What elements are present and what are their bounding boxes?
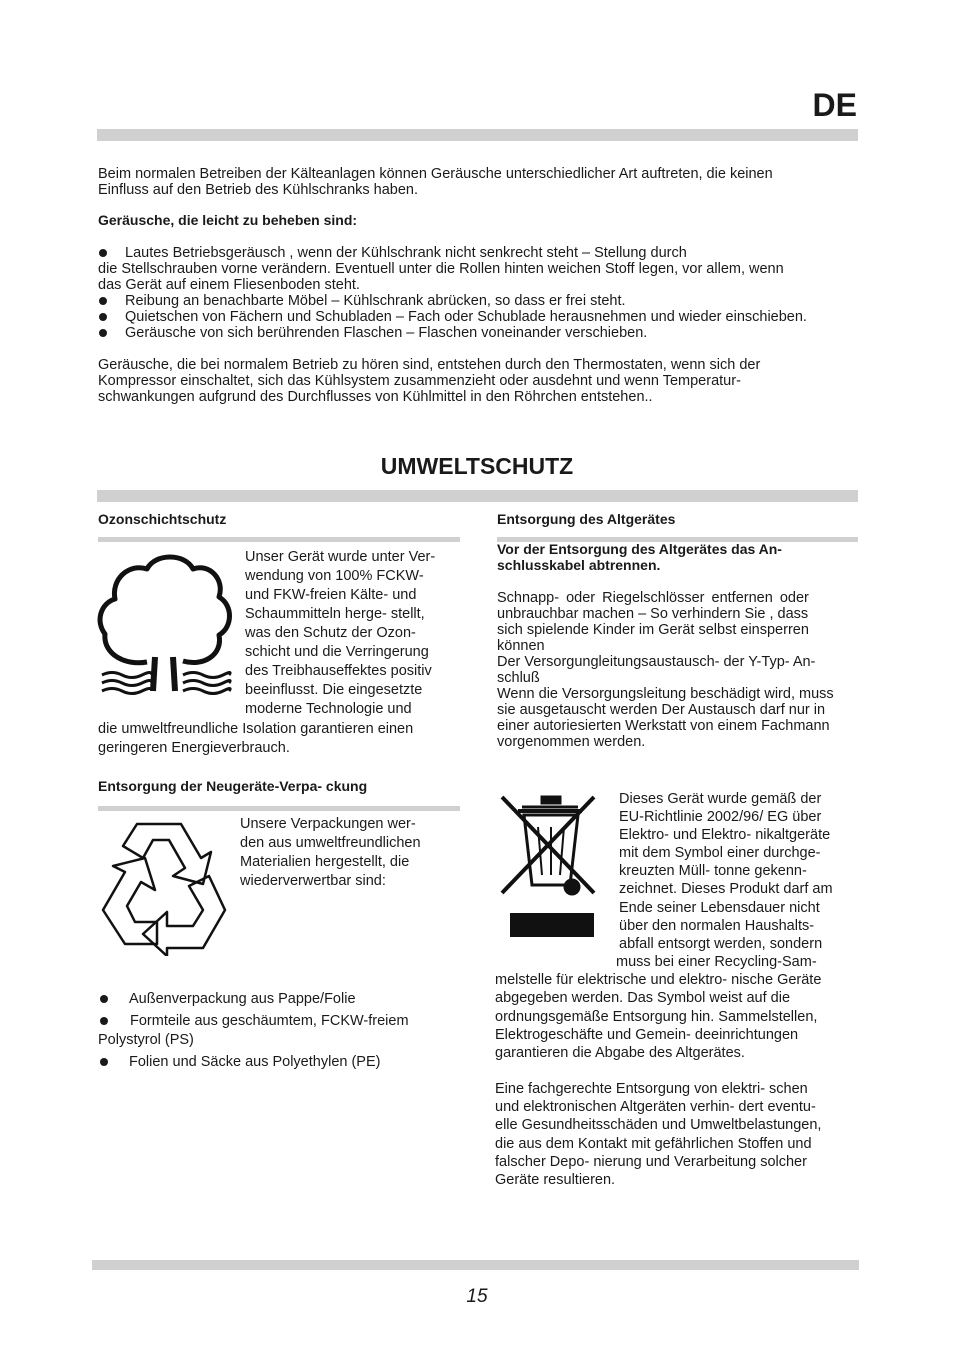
text-line: einer autoriesierten Werkstatt von einem Fachmann <box>497 718 830 734</box>
text-line: schicht und die Verringerung <box>245 644 429 660</box>
list-item <box>98 245 858 293</box>
text-line: des Treibhauseffektes positiv <box>245 663 432 679</box>
ozone-text <box>245 548 435 719</box>
text-line: muss bei einer Recycling-Sam- <box>616 953 817 970</box>
text-line: Geräusche, die bei normalem Betrieb zu hören sind, entstehen durch den Thermostaten, wenn sich der <box>98 357 761 373</box>
packaging-text <box>240 815 421 891</box>
text-line: schluß <box>497 670 540 686</box>
text-line: Vor der Entsorgung des Altgerätes das An- <box>497 541 782 557</box>
language-code: DE <box>812 87 857 123</box>
text-line: Der Versorgungleitungsaustausch- der Y-Typ- An- <box>497 654 816 670</box>
text-line: Unsere Verpackungen wer- <box>240 816 416 832</box>
text-line: die aus dem Kontakt mit gefährlichen Stoffen und <box>495 1135 812 1152</box>
text-line: die umweltfreundliche Isolation garantieren einen <box>98 721 414 737</box>
text-line: Formteile aus geschäumtem, FCKW-freiem <box>130 1013 409 1029</box>
text-line: falscher Depo- nierung und Verarbeitung solcher <box>495 1153 807 1170</box>
weee-bin-icon <box>498 793 600 939</box>
text-line: ordnungsgemäße Entsorgung hin. Sammelstellen, <box>495 1008 818 1025</box>
text-line: und FKW-freien Kälte- und <box>245 587 417 603</box>
text-line: Unser Gerät wurde unter Ver- <box>245 549 436 565</box>
list-item-text: Geräusche von sich berührenden Flaschen – Flaschen voneinander verschieben. <box>125 325 648 341</box>
list-item <box>98 293 858 309</box>
list-item <box>98 1012 460 1050</box>
text-line: die Stellschrauben vorne verändern. Eventuell unter die Rollen hinten weichen Stoff legen, vor allem, wenn <box>98 261 784 277</box>
text-line: mit dem Symbol einer durchge- <box>619 845 821 862</box>
text-line: zeichnet. Dieses Produkt darf am <box>619 881 833 898</box>
text-line: das Gerät auf einem Fliesenboden steht. <box>98 277 360 293</box>
packaging-list <box>98 990 460 1072</box>
header-rule <box>97 129 858 141</box>
text-line: und elektronischen Altgeräten verhin- dert eventu- <box>495 1099 816 1116</box>
text-line: vorgenommen werden. <box>497 734 646 750</box>
text-line: was den Schutz der Ozon- <box>245 625 416 641</box>
packaging-rule <box>98 806 460 811</box>
text-line: Kompressor einschaltet, sich das Kühlsystem zusammenzieht oder ausdehnt und wenn Temperatur- <box>98 373 741 389</box>
list-item-text: Quietschen von Fächern und Schubladen – Fach oder Schublade herausnehmen und wieder einschieben. <box>125 309 807 325</box>
list-item-text: Außenverpackung aus Pappe/Folie <box>129 991 356 1007</box>
text-line: Dieses Gerät wurde gemäß der <box>619 791 822 807</box>
section-rule <box>97 490 858 502</box>
text-line: geringeren Energieverbrauch. <box>98 740 290 756</box>
page-number: 15 <box>466 1286 488 1307</box>
ozone-rule <box>98 537 460 542</box>
text-line: schwankungen aufgrund des Durchflusses von Kühlmittel in den Röhrchen entstehen.. <box>98 389 653 405</box>
list-item <box>98 990 460 1009</box>
text-line: können <box>497 638 545 654</box>
text-line: Polystyrol (PS) <box>98 1032 194 1048</box>
text-line: Wenn die Versorgungsleitung beschädigt wird, muss <box>497 686 834 702</box>
text-line: elle Gesundheitsschäden und Umweltbelastungen, <box>495 1117 822 1134</box>
footer-rule <box>92 1260 859 1270</box>
text-line: den aus umweltfreundlichen <box>240 835 421 851</box>
intro-paragraph <box>98 166 858 198</box>
text-line: beeinflusst. Die eingesetzte <box>245 682 423 698</box>
section-title: UMWELTSCHUTZ <box>380 453 574 479</box>
noise-list <box>98 245 858 341</box>
list-item <box>98 309 858 325</box>
ozone-text-continued <box>98 720 413 758</box>
text-line: abgegeben werden. Das Symbol weist auf die <box>495 990 791 1007</box>
text-line: wiederverwertbar sind: <box>240 873 386 889</box>
text-line: Schnapp- oder Riegelschlösser entfernen oder <box>497 590 809 606</box>
text-line: Beim normalen Betreiben der Kälteanlagen können Geräusche unterschiedlicher Art auftreten, die keinen <box>98 166 773 182</box>
weee-text <box>616 790 833 971</box>
text-line: EU-Richtlinie 2002/96/ EG über <box>619 809 822 826</box>
text-line: abfall entsorgt werden, sondern <box>619 935 823 952</box>
text-line: wendung von 100% FCKW- <box>245 568 424 584</box>
text-line: schlusskabel abtrennen. <box>497 557 661 573</box>
text-line: Eine fachgerechte Entsorgung von elektri- schen <box>495 1081 808 1097</box>
text-line: moderne Technologie und <box>245 701 412 717</box>
packaging-heading: Entsorgung der Neugeräte-Verpa- ckung <box>98 778 368 794</box>
text-line: Lautes Betriebsgeräusch , wenn der Kühlschrank nicht senkrecht steht – Stellung durch <box>125 245 687 261</box>
noise-heading: Geräusche, die leicht zu beheben sind: <box>98 212 358 228</box>
text-line: sich spielende Kinder im Gerät selbst einsperren <box>497 622 809 638</box>
text-line: über den normalen Haushalts- <box>619 917 815 934</box>
normal-noise-paragraph <box>98 357 858 405</box>
text-line: Ende seiner Lebensdauer nicht <box>619 899 820 916</box>
text-line: Einfluss auf den Betrieb des Kühlschranks haben. <box>98 182 419 198</box>
text-line: sie ausgetauscht werden Der Austausch darf nur in <box>497 702 826 718</box>
text-line: melstelle für elektrische und elektro- nische Geräte <box>495 972 822 988</box>
text-line: Geräte resultieren. <box>495 1172 616 1189</box>
list-item-text: Reibung an benachbarte Möbel – Kühlschrank abrücken, so dass er frei steht. <box>125 293 626 309</box>
ozone-heading: Ozonschichtschutz <box>98 511 227 527</box>
disposal-text <box>497 590 861 750</box>
text-line: kreuzten Müll- tonne gekenn- <box>619 863 807 880</box>
disposal-heading: Entsorgung des Altgerätes <box>497 511 676 527</box>
disposal-warning <box>497 541 782 576</box>
text-line: Materialien hergestellt, die <box>240 854 410 870</box>
tree-icon <box>97 549 233 695</box>
weee-paragraph-2 <box>495 1080 821 1189</box>
text-line: Schaummitteln herge- stellt, <box>245 606 425 622</box>
text-line: Elektro- und Elektro- nikaltgeräte <box>619 827 831 844</box>
recycling-icon <box>97 818 229 956</box>
list-item <box>98 325 858 341</box>
list-item-text: Folien und Säcke aus Polyethylen (PE) <box>129 1054 381 1070</box>
weee-text-continued <box>495 971 821 1062</box>
text-line: Elektrogeschäfte und Gemein- deeinrichtungen <box>495 1026 799 1043</box>
text-line: garantieren die Abgabe des Altgerätes. <box>495 1045 745 1062</box>
list-item <box>98 1053 460 1072</box>
text-line: unbrauchbar machen – So verhindern Sie , dass <box>497 606 809 622</box>
